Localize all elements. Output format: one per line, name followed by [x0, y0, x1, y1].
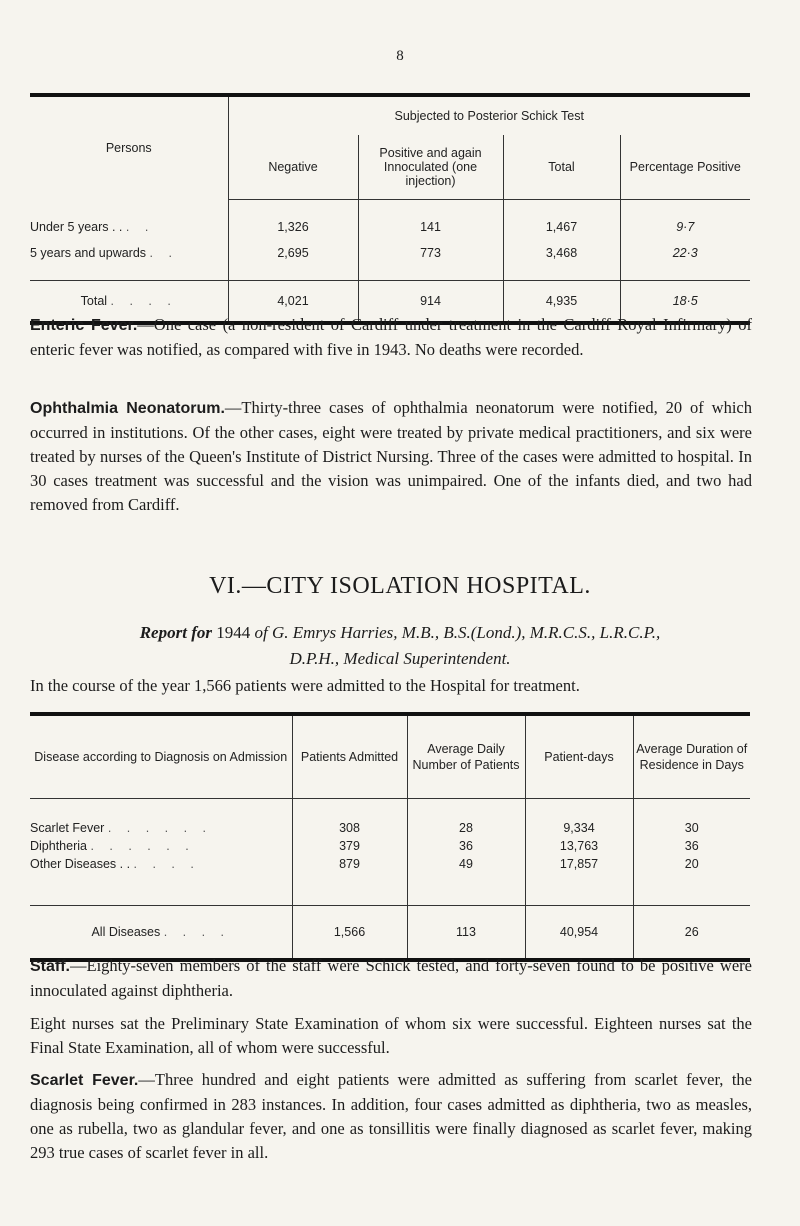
- col-persons-header: Persons: [105, 141, 152, 156]
- cell-daily: 49: [407, 855, 525, 906]
- admissions-table: [30, 712, 750, 962]
- enteric-text: —One case (a non-resident of Cardiff under treatment in the Cardiff Royal Infirmary) of enteric fever was notified, as compared with five in 1943. No deaths were recorded.: [30, 315, 752, 359]
- cell-positive: 914: [358, 281, 503, 324]
- report-byline: [30, 620, 770, 672]
- report-line1: of G. Emrys Harries, M.B., B.S.(Lond.), M.R.C.S., L.R.C.P.,: [254, 623, 661, 642]
- page-number: 8: [396, 48, 404, 64]
- cell-total: 3,468: [503, 240, 620, 281]
- cell-percentage: 9·7: [620, 200, 750, 241]
- col-percentage-header: Percentage Positive: [620, 135, 750, 200]
- cell-days: 9,334: [525, 799, 633, 838]
- staff-paragraph: [30, 954, 752, 1003]
- enteric-paragraph: [30, 313, 752, 362]
- scarlet-paragraph: [30, 1068, 752, 1165]
- section-title: VI.—CITY ISOLATION HOSPITAL.: [209, 573, 591, 599]
- col-total-header: Total: [503, 135, 620, 200]
- cell-negative: 2,695: [228, 240, 358, 281]
- leader-dots: . . . .: [110, 294, 177, 308]
- ophthalmia-heading: Ophthalmia Neonatorum.: [30, 400, 225, 417]
- cell-daily: 113: [407, 906, 525, 961]
- col-admitted-header: Patients Admitted: [292, 714, 407, 799]
- cell-negative: 1,326: [228, 200, 358, 241]
- cell-admitted: 379: [292, 837, 407, 855]
- cell-daily: 36: [407, 837, 525, 855]
- cell-duration: 30: [633, 799, 750, 838]
- ophthalmia-text: —Thirty-three cases of ophthalmia neonatorum were notified, 20 of which occurred in institutions. Of the other cases, eight were treated by private medical practitioners, and six were treated by nurses of the Queen's Institute of District Nursing. Three of the cases were admitted to hospital. In 30 cases treatment was successful and the vision was unimpaired. One of the infants died, and two had removed from Cardiff.: [30, 398, 753, 514]
- table-row: [30, 799, 750, 838]
- schick-test-table: [30, 93, 750, 325]
- leader-dots: . . . . . .: [107, 821, 213, 835]
- cell-admitted: 879: [292, 855, 407, 906]
- row-label: All Diseases: [91, 925, 161, 939]
- col-daily-header: Average Daily Number of Patients: [407, 714, 525, 799]
- leader-dots: . . . .: [133, 857, 200, 871]
- cell-total: 4,935: [503, 281, 620, 324]
- group-header: Subjected to Posterior Schick Test: [228, 95, 750, 135]
- row-label: 5 years and upwards: [30, 246, 147, 260]
- cell-admitted: 308: [292, 799, 407, 838]
- cell-days: 40,954: [525, 906, 633, 961]
- cell-positive: 773: [358, 240, 503, 281]
- cell-percentage: 18·5: [620, 281, 750, 324]
- table-row: [30, 837, 750, 855]
- total-row: [30, 906, 750, 961]
- cell-daily: 28: [407, 799, 525, 838]
- scarlet-heading: Scarlet Fever.: [30, 1072, 139, 1089]
- table-row: [30, 240, 750, 281]
- col-negative-header: Negative: [228, 135, 358, 200]
- row-label: Scarlet Fever: [30, 821, 105, 835]
- row-label: Under 5 years . .: [30, 219, 123, 234]
- col-duration-header: Average Duration of Residence in Days: [633, 714, 750, 799]
- leader-dots: . . . . . .: [90, 839, 195, 853]
- cell-positive: 141: [358, 200, 503, 241]
- report-for: Report for: [139, 623, 212, 642]
- leader-dots: . . . .: [163, 925, 231, 939]
- cell-admitted: 1,566: [292, 906, 407, 961]
- enteric-heading: Enteric Fever.: [30, 317, 138, 334]
- cell-negative: 4,021: [228, 281, 358, 324]
- table-row: [30, 855, 750, 906]
- cell-days: 13,763: [525, 837, 633, 855]
- ophthalmia-paragraph: [30, 396, 752, 517]
- col-positive-header: Positive and again Innoculated (one injection): [358, 135, 503, 200]
- cell-duration: 36: [633, 837, 750, 855]
- intro-paragraph: In the course of the year 1,566 patients were admitted to the Hospital for treatment.: [30, 676, 580, 695]
- row-label: Diphtheria: [30, 839, 87, 853]
- staff-heading: Staff.: [30, 958, 70, 975]
- cell-days: 17,857: [525, 855, 633, 906]
- row-label: Other Diseases . .: [30, 857, 131, 871]
- cell-duration: 26: [633, 906, 750, 961]
- cell-percentage: 22·3: [620, 240, 750, 281]
- cell-duration: 20: [633, 855, 750, 906]
- cell-total: 1,467: [503, 200, 620, 241]
- report-line2: D.P.H., Medical Superintendent.: [289, 649, 511, 668]
- row-label: Total: [80, 294, 108, 308]
- scarlet-text: —Three hundred and eight patients were admitted as suffering from scarlet fever, the diagnosis being confirmed in 283 instances. In addition, four cases admitted as diphtheria, two as measles, one as rubella, two as glandular fever, and one as tonsillitis were finally diagnosed as scarlet fever, making 293 true cases of scarlet fever in all.: [30, 1070, 752, 1162]
- col-days-header: Patient-days: [525, 714, 633, 799]
- report-year: 1944: [216, 623, 251, 642]
- table-row: [30, 200, 750, 241]
- staff-text: —Eighty-seven members of the staff were Schick tested, and forty-seven found to be positive were innoculated against diphtheria.: [30, 956, 752, 1000]
- col-disease-header: Disease according to Diagnosis on Admission: [30, 714, 292, 799]
- nurses-paragraph: Eight nurses sat the Preliminary State Examination of whom six were successful. Eighteen nurses sat the Final State Examination, all of whom were successful.: [30, 1014, 752, 1057]
- leader-dots: . .: [149, 246, 178, 260]
- leader-dots: . .: [125, 219, 155, 234]
